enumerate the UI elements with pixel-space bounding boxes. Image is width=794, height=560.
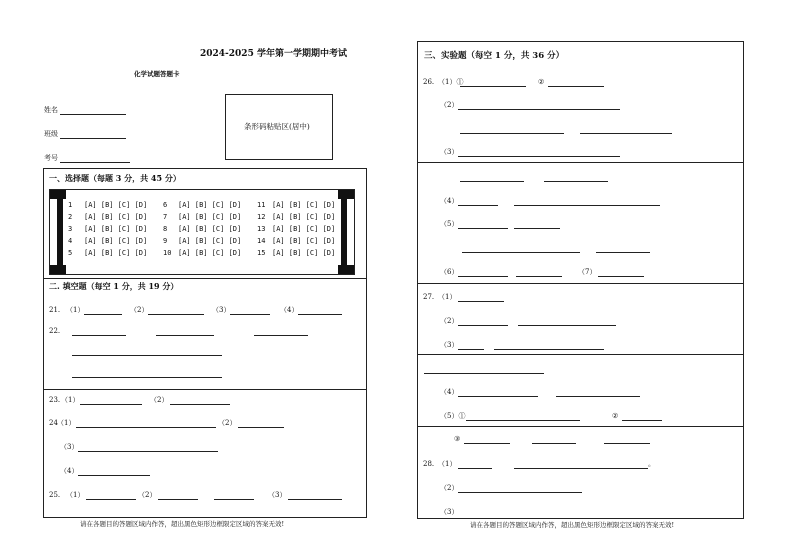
q24-part2: （2） (218, 419, 237, 427)
mcq-options[interactable]: [A] [B] [C] [D] (272, 213, 336, 221)
q27-part4: （4） (440, 388, 459, 396)
mcq-num: 10 (163, 249, 172, 257)
mcq-num: 7 (163, 213, 168, 221)
q25-part3: （3） (268, 491, 287, 499)
q28-part3: （3） (440, 508, 459, 516)
answer-line[interactable] (514, 228, 560, 229)
mcq-options[interactable]: [A] [B] [C] [D] (272, 249, 336, 257)
mcq-options[interactable]: [A] [B] [C] [D] (272, 237, 336, 245)
corner-mark (338, 190, 354, 199)
name-label: 姓名 (44, 106, 58, 114)
corner-mark (50, 190, 66, 199)
q21-part4: （4） (280, 306, 299, 314)
q26-part2: （2） (440, 101, 459, 109)
answer-line[interactable] (460, 181, 524, 182)
q23-part2: （2） (150, 396, 169, 404)
answer-line[interactable] (518, 325, 616, 326)
q21-num: 21. (49, 306, 61, 314)
answer-line[interactable] (72, 335, 126, 336)
section2-title: 二. 填空题（每空 1 分，共 19 分） (49, 281, 179, 291)
section-divider (44, 389, 366, 390)
answer-line[interactable] (458, 349, 484, 350)
q21-part1: （1） (66, 306, 85, 314)
section-divider (418, 162, 743, 163)
corner-mark (50, 265, 66, 274)
mcq-num: 15 (257, 249, 266, 257)
answer-line[interactable] (458, 468, 492, 469)
q25-num: 25. (49, 491, 61, 499)
q28-period: 。 (648, 460, 655, 468)
answer-line[interactable] (514, 205, 660, 206)
mcq-num: 4 (68, 237, 73, 245)
mcq-num: 12 (257, 213, 266, 221)
mcq-options[interactable]: [A] [B] [C] [D] (178, 237, 242, 245)
answer-line[interactable] (458, 396, 538, 397)
mcq-num: 3 (68, 225, 73, 233)
mcq-num: 5 (68, 249, 73, 257)
answer-line[interactable] (458, 301, 504, 302)
section1-title: 一、选择题（每题 3 分，共 45 分） (49, 173, 181, 183)
answer-line[interactable] (156, 335, 214, 336)
answer-line[interactable] (596, 252, 650, 253)
q27-num: 27. (423, 293, 435, 301)
class-field[interactable] (60, 138, 126, 139)
q28-part1: （1） (438, 460, 457, 468)
answer-line[interactable] (148, 314, 204, 315)
section3-title: 三、实验题（每空 1 分，共 36 分） (424, 51, 565, 61)
footer-note-right: 请在各题目的答题区域内作答，超出黑色矩形边框限定区域的答案无效! (470, 521, 675, 529)
q24-num: 24 (49, 419, 58, 427)
q23-num: 23. (49, 396, 61, 404)
q26-part3: （3） (440, 148, 459, 156)
mcq-options[interactable]: [A] [B] [C] [D] (84, 225, 148, 233)
section-divider (418, 354, 743, 355)
mcq-num: 8 (163, 225, 168, 233)
mcq-options[interactable]: [A] [B] [C] [D] (272, 225, 336, 233)
answer-line[interactable] (556, 396, 640, 397)
answer-line[interactable] (580, 133, 672, 134)
answer-line[interactable] (548, 86, 604, 87)
mcq-num: 11 (257, 201, 266, 209)
q26-part1: （1）① (438, 78, 464, 86)
answer-line[interactable] (514, 468, 648, 469)
answer-line[interactable] (604, 443, 650, 444)
mcq-num: 1 (68, 201, 73, 209)
q28-num: 28. (423, 460, 435, 468)
q22-num: 22. (49, 327, 61, 335)
answer-line[interactable] (78, 451, 218, 452)
exam-no-field[interactable] (60, 162, 130, 163)
right-bar-mark (341, 199, 347, 265)
page-title: 2024-2025 学年第一学期期中考试 (200, 49, 347, 59)
mcq-options[interactable]: [A] [B] [C] [D] (178, 249, 242, 257)
page-subtitle: 化学试题答题卡 (134, 70, 180, 78)
barcode-area (225, 94, 333, 160)
section-divider (418, 283, 743, 284)
q26-part5: （5） (440, 220, 459, 228)
corner-mark (338, 265, 354, 274)
mcq-num: 14 (257, 237, 266, 245)
answer-line[interactable] (170, 404, 230, 405)
class-label: 班级 (44, 130, 58, 138)
exam-no-label: 考号 (44, 154, 58, 162)
answer-line[interactable] (458, 325, 508, 326)
q26-num: 26. (423, 78, 435, 86)
section-divider (44, 278, 366, 279)
barcode-label: 条形码粘贴区(居中) (244, 122, 310, 131)
q23-part1: （1） (61, 396, 80, 404)
answer-line[interactable] (424, 373, 544, 374)
answer-line[interactable] (532, 443, 576, 444)
answer-line[interactable] (72, 377, 222, 378)
answer-line[interactable] (76, 427, 216, 428)
name-field[interactable] (60, 114, 126, 115)
left-answer-frame (43, 168, 367, 518)
mcq-options[interactable]: [A] [B] [C] [D] (178, 213, 242, 221)
q27-circle3: ③ (454, 435, 461, 443)
q21-part3: （3） (212, 306, 231, 314)
mcq-options[interactable]: [A] [B] [C] [D] (84, 237, 148, 245)
q26-part7: （7） (578, 268, 597, 276)
answer-line[interactable] (230, 314, 270, 315)
left-bar-mark (57, 199, 63, 265)
mcq-num: 9 (163, 237, 168, 245)
answer-line[interactable] (598, 276, 644, 277)
q24-part1: （1） (57, 419, 76, 427)
answer-line[interactable] (214, 499, 254, 500)
answer-line[interactable] (622, 420, 662, 421)
answer-line[interactable] (460, 133, 564, 134)
answer-line[interactable] (458, 276, 508, 277)
q25-part2: （2） (138, 491, 157, 499)
q24-part3: （3） (60, 443, 79, 451)
q26-circle2: ② (538, 78, 545, 86)
answer-line[interactable] (458, 156, 620, 157)
answer-line[interactable] (86, 499, 136, 500)
answer-line[interactable] (494, 349, 604, 350)
q24-part4: （4） (60, 467, 79, 475)
answer-line[interactable] (238, 427, 284, 428)
answer-line[interactable] (288, 499, 342, 500)
q21-part2: （2） (130, 306, 149, 314)
answer-line[interactable] (298, 314, 342, 315)
answer-line[interactable] (254, 335, 308, 336)
q26-part4: （4） (440, 197, 459, 205)
mcq-options[interactable]: [A] [B] [C] [D] (178, 201, 242, 209)
mcq-options[interactable]: [A] [B] [C] [D] (272, 201, 336, 209)
mcq-options[interactable]: [A] [B] [C] [D] (84, 249, 148, 257)
q26-part6: （6） (440, 268, 459, 276)
mcq-num: 6 (163, 201, 168, 209)
answer-line[interactable] (72, 355, 222, 356)
q27-circle2: ② (612, 412, 619, 420)
answer-line[interactable] (458, 492, 582, 493)
mcq-options[interactable]: [A] [B] [C] [D] (178, 225, 242, 233)
q27-part1: （1） (438, 293, 457, 301)
mcq-grid (49, 189, 355, 275)
answer-line[interactable] (84, 314, 122, 315)
q25-part1: （1） (66, 491, 85, 499)
answer-line[interactable] (458, 228, 508, 229)
answer-line[interactable] (458, 205, 498, 206)
q28-part2: （2） (440, 484, 459, 492)
footer-note-left: 请在各题目的答题区域内作答，超出黑色矩形边框限定区域的答案无效! (80, 520, 285, 528)
mcq-options[interactable]: [A] [B] [C] [D] (84, 213, 148, 221)
mcq-num: 2 (68, 213, 73, 221)
q27-part5: （5）① (440, 412, 466, 420)
answer-line[interactable] (460, 86, 526, 87)
right-answer-frame (417, 41, 744, 519)
answer-line[interactable] (466, 420, 580, 421)
answer-line[interactable] (458, 109, 620, 110)
answer-line[interactable] (158, 499, 198, 500)
answer-line[interactable] (516, 276, 562, 277)
answer-line[interactable] (462, 252, 580, 253)
answer-line[interactable] (544, 181, 608, 182)
mcq-options[interactable]: [A] [B] [C] [D] (84, 201, 148, 209)
answer-line[interactable] (80, 404, 142, 405)
q27-part2: （2） (440, 317, 459, 325)
q27-part3: （3） (440, 341, 459, 349)
mcq-num: 13 (257, 225, 266, 233)
section-divider (418, 426, 743, 427)
answer-line[interactable] (464, 443, 510, 444)
answer-line[interactable] (78, 475, 150, 476)
